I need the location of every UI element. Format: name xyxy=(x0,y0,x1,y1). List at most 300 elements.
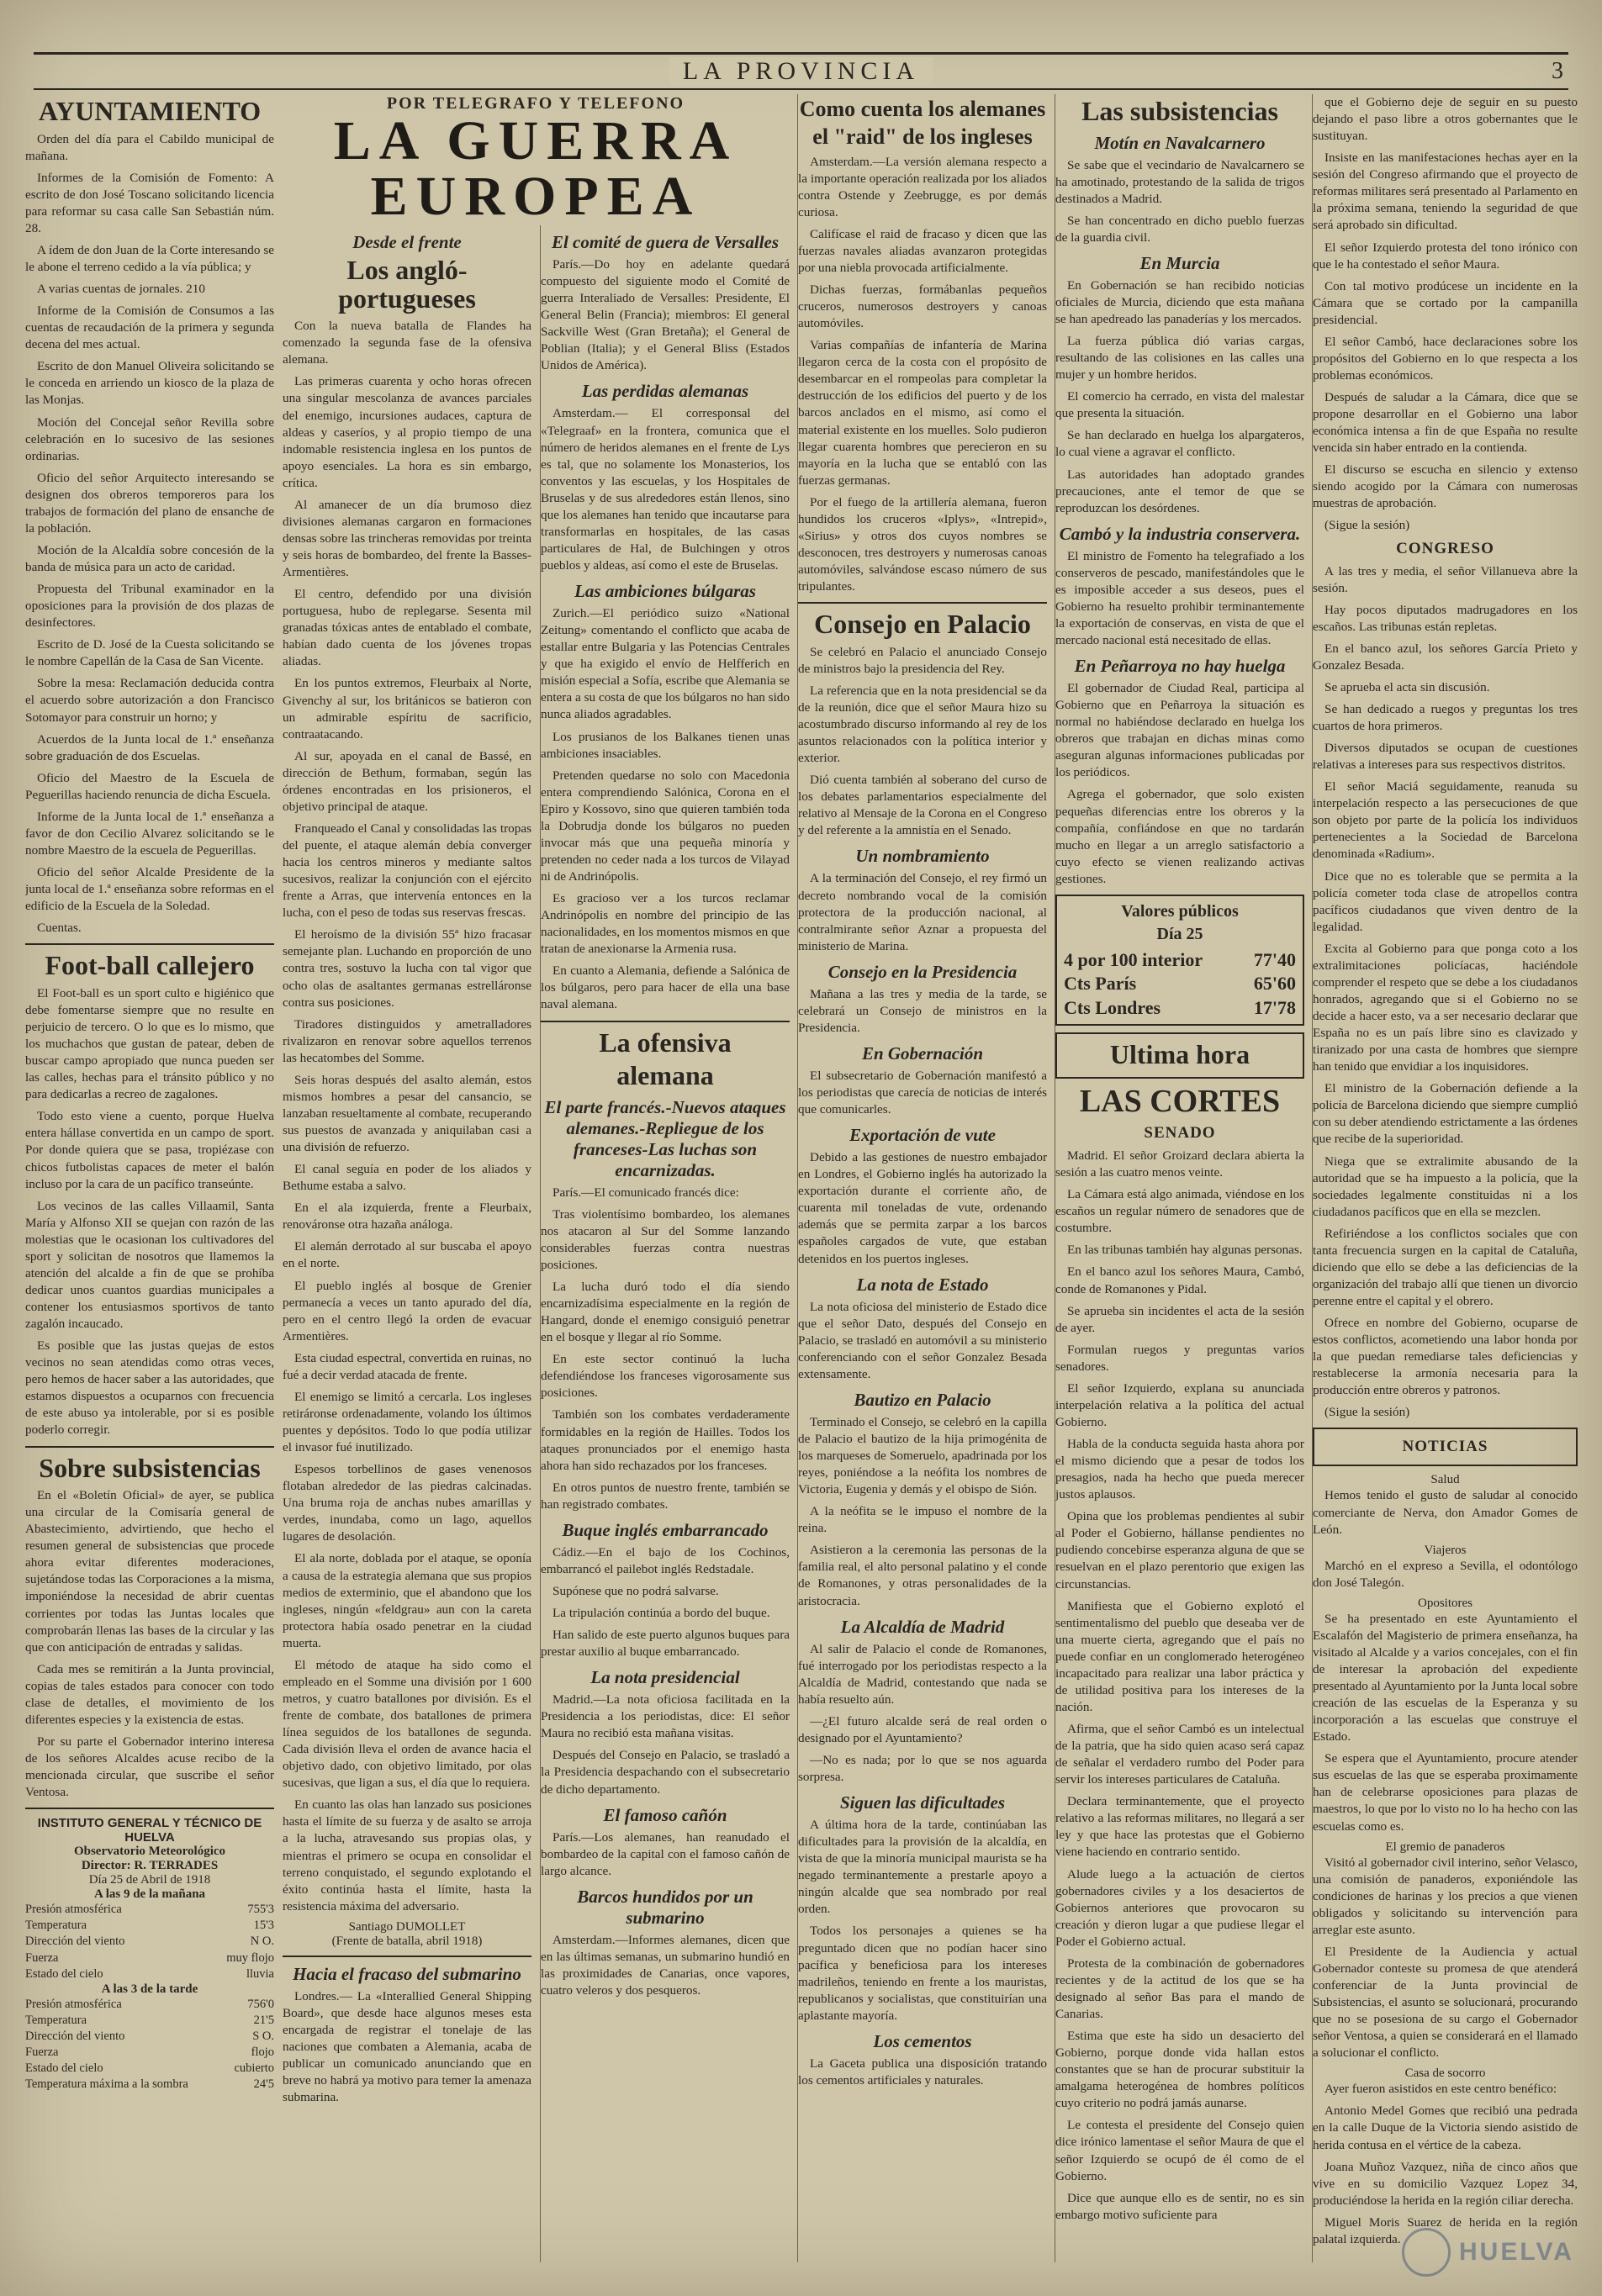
paragraph: Orden del día para el Cabildo municipal de mañana. xyxy=(25,131,274,163)
opositores-body xyxy=(1313,1611,1578,1835)
canon-body xyxy=(541,1829,790,1880)
paragraph: La tripulación continúa a bordo del buque. xyxy=(553,1606,770,1620)
congreso-body xyxy=(1313,563,1578,1422)
subsistencias-heading: Sobre subsistencias xyxy=(39,1452,261,1483)
paragraph: El gobernador de Ciudad Real, participa al Gobierno que en Peñarroya la situación es normal no habiéndose declarado en huelga los obreros que trabajan en dichas minas como aseguran algunas informaciones publicadas por los periódicos. xyxy=(1055,681,1304,780)
cementos-body xyxy=(798,2056,1047,2089)
divider xyxy=(25,943,274,945)
paragraph: El discurso se escucha en silencio y extenso siendo acogido por la Cámara con numerosas muestras de aprobación. xyxy=(1313,462,1578,511)
frente-subhead: Desde el frente xyxy=(352,232,462,252)
paragraph: Todo esto viene a cuento, porque Huelva entera hállase convertida en un campo de sport. Por donde quiera que se pasa, tropiézase con chicos futbolistas capaces de meter el balón incluso por la cara de un pacífico transeúnte. xyxy=(25,1109,274,1191)
paragraph: Franqueado el Canal y consolidadas las tropas del puente, el ataque alemán debía converger hacia los centros mineros y mediante saltos sucesivos, realizar la conjunción con el ejército frente a Arras, que intervenía entonces en la lucha, con el peso de todas sus reservas frescas. xyxy=(283,821,531,921)
valor-label: Cts Londres xyxy=(1064,997,1161,1019)
paragraph: El comercio ha cerrado, en vista del malestar que presenta la situación. xyxy=(1055,389,1304,421)
paragraph: A la neófita se le impuso el nombre de la reina. xyxy=(798,1504,1047,1536)
valor-value: 17'78 xyxy=(1253,997,1296,1019)
paragraph: Dichas fuerzas, formábanlas pequeños cruceros, numerosos destroyers y canoas automóviles. xyxy=(798,282,1047,331)
gobernacion-body xyxy=(798,1068,1047,1118)
paragraph: Al amanecer de un día brumoso diez divisiones alemanas cargaron en formaciones densas sobre las trincheras removidas por treinta y seis horas de bombardeo, del frente la Basses-Armentières. xyxy=(283,497,531,580)
football-heading: Foot-ball callejero xyxy=(45,950,255,981)
divider xyxy=(283,1956,531,1957)
observatory-label: Dirección del viento xyxy=(25,2029,125,2044)
paragraph: Tiradores distinguidos y ametralladores rivalizaron en renovar sobre aquellos terrenos las hecatombes del Somme. xyxy=(283,1016,531,1065)
observatory-row xyxy=(25,1966,274,1982)
column-2 xyxy=(283,225,531,2262)
valores-rows xyxy=(1064,948,1296,1021)
paragraph: Se ha presentado en este Ayuntamiento el Escalafón del Magisterio de primera enseñanza, ha visitado al Alcalde y a varios concejales, con el fin de interesar la aprobación del expediente presentado al Ayuntamiento por la Junta local sobre creación de las escuelas de la Esperanza y su incorporación a las escuelas que construye el Estado. xyxy=(1313,1611,1578,1744)
paragraph: Hay pocos diputados madrugadores en los escaños. Las tribunas están repletas. xyxy=(1313,602,1578,634)
paragraph: Al salir de Palacio el conde de Romanones, fué interrogado por los periodistas respecto a la Alcaldía de Madrid, contestando que nada se había resuelto aún. xyxy=(798,1641,1047,1707)
valores-title: Valores públicos xyxy=(1121,901,1239,921)
stamp-word: HUELVA xyxy=(1459,2238,1574,2266)
paragraph: El pueblo inglés al bosque de Grenier permanecía a veces un tanto apurado del día, pero en el centro llegó la orden de evacuar Armentières. xyxy=(283,1278,531,1343)
football-body xyxy=(25,985,274,1439)
paragraph: En el banco azul los señores Maura, Cambó, conde de Romanones y Pidal. xyxy=(1055,1264,1304,1296)
paragraph: Espesos torbellinos de gases venenosos flotaban alrededor de las piedras calcinadas. Una bruma roja de anchas nubes amarillas y verdes, inundaba, como un lago, aquellos lugares de desolación. xyxy=(283,1462,531,1544)
alcaldia-body xyxy=(798,1641,1047,1787)
observatory-label: Fuerza xyxy=(25,1950,59,1965)
observatory-label: Presión atmosférica xyxy=(25,1903,122,1917)
observatory-afternoon: A las 3 de la tarde xyxy=(101,1982,198,1996)
paragraph: Se aprueba sin incidentes el acta de la sesión de ayer. xyxy=(1055,1303,1304,1335)
paragraph: Londres.— La «Interallied General Shipping Board», que desde hace algunos meses esta encargada de registrar el tonelaje de las naciones que combaten a Alemania, acaba de publicar un comunicado anunciando que en breve no habrá ya motivo para temer la amenaza submarina. xyxy=(283,1988,531,2105)
paragraph: Las primeras cuarenta y ocho horas ofrecen una singular mescolanza de avances parciales del enemigo, incursiones audaces, captura de aldeas y caseríos, y al propio tiempo de una indomable resistencia inglesa en los puntos de apoyo esenciales. La hora es sin embargo, crítica. xyxy=(283,374,531,490)
observatory-row xyxy=(25,2045,274,2061)
observatory-row xyxy=(25,2029,274,2045)
paragraph: Refiriéndose a los conflictos sociales que con tanta frecuencia surgen en la capital de Cataluña, diciendo que ello se debe a las deficiencias de la organización del trabajo allí que tienen un divorcio perenne entre el capital y el obrero. xyxy=(1313,1226,1578,1308)
nota-body xyxy=(541,1692,790,1797)
paragraph: Cádiz.—En el bajo de los Cochinos, embarrancó el pailebot inglés Redstadale. xyxy=(541,1544,790,1576)
dificultades-heading: Siguen las dificultades xyxy=(839,1792,1006,1813)
paragraph: En este sector continuó la lucha defendiéndose los franceses vigorosamente sus posiciones. xyxy=(541,1352,790,1401)
paragraph: Niega que se extralimite abusando de la autoridad que se ha impuesto a la policía, que la sociedades legalmente constituidas ni a los ciudadanos pacíficos que en ella se mezclen. xyxy=(1313,1153,1578,1219)
paragraph: Agrega el gobernador, que solo existen pequeñas diferencias entre los obreros y la compañía, confiándose en que no tardarán mucho en llegar a un arreglo satisfactorio a cuyo efecto se vienen realizando activas gestiones. xyxy=(1055,787,1304,886)
observatory-rows-am xyxy=(25,1902,274,1982)
valores-box xyxy=(1055,895,1304,1026)
paragraph: Insiste en las manifestaciones hechas ayer en la sesión del Congreso afirmando que el proyecto de reformas militares será presentado al Parlamento en la próxima semana, teniendo la seguridad de que será aprobado sin dificultad. xyxy=(1313,150,1578,233)
paragraph: Amsterdam.—Informes alemanes, dicen que en las últimas semanas, un submarino hundió en las proximidades de Canarias, once vapores, cuatro veleros y dos pesqueros. xyxy=(541,1932,790,1998)
paragraph: Alude luego a la actuación de ciertos gobernadores civiles y a los desaciertos de Gobiernos anteriores que provocaron su creación y dieron lugar a que pudiese llegar el Poder el Gobierno actual. xyxy=(1055,1866,1304,1949)
paragraph: Las autoridades han adoptado grandes precauciones, ante el temor de que se reproduzcan los desórdenes. xyxy=(1055,467,1304,515)
paragraph: Todos los personajes a quienes se ha preguntado dicen que no podían hacer sino pacífica y beneficiosa para los intereses madrileños, teniendo en frente a los mauristas, republicanos y socialistas, que constituirían una aplastante mayoría. xyxy=(798,1924,1047,2023)
ofensiva-heading-2: alemana xyxy=(616,1060,714,1091)
paragraph: Se sabe que el vecindario de Navalcarnero se ha amotinado, protestando de la salida de trigos destinados a Madrid. xyxy=(1055,157,1304,206)
masthead-title: LA PROVINCIA xyxy=(669,57,933,86)
cortes-heading: LAS CORTES xyxy=(1079,1084,1281,1120)
observatory-institute: INSTITUTO GENERAL Y TÉCNICO DE HUELVA xyxy=(37,1816,262,1845)
cementos-heading: Los cementos xyxy=(873,2030,972,2051)
paragraph: El ministro de Fomento ha telegrafiado a los conserveros de pescado, manifestándoles que le es imposible acceder a sus deseos, pues el Gobierno ha resuelto prohibir terminantemente la exportación de conservas, en vista de que el mercado nacional está necesitado de ellas. xyxy=(1055,548,1304,648)
guerra-title-2: EUROPEA xyxy=(370,166,701,227)
observatory-label: Dirección del viento xyxy=(25,1934,125,1949)
paragraph: Es posible que las justas quejas de estos vecinos no sean atendidas como otras veces, pero hemos de hacer saber a las autoridades, que estamos dispuestos a ocuparnos con frecuencia de este abuso ya intolerable, por si es posible poderlo corregir. xyxy=(25,1338,274,1438)
observatory-morning: A las 9 de la mañana xyxy=(93,1887,206,1902)
estado-heading: La nota de Estado xyxy=(856,1274,989,1295)
senado-continued xyxy=(1313,94,1578,535)
paragraph: La nota oficiosa del ministerio de Estado dice que el señor Dato, después del Consejo en Palacio, se trasladó en automóvil a su ministerio conferenciando con el señor Gonzalez Besada extensamente. xyxy=(798,1299,1047,1381)
paragraph: El señor Izquierdo, explana su anunciada interpelación relativa a la política del actual Gobierno. xyxy=(1055,1380,1304,1429)
observatory-value: 15'3 xyxy=(253,1919,274,1933)
paragraph: Joana Muñoz Vazquez, niña de cinco años que vive en su domicilio Vazquez Lopez 34, produciéndose la herida en la región ciliar derecha. xyxy=(1313,2159,1578,2208)
paragraph: El señor Cambó, hace declaraciones sobre los propósitos del Gobierno en lo que respecta a los problemas económicos. xyxy=(1313,334,1578,383)
observatory-label: Estado del cielo xyxy=(25,1966,103,1981)
paragraph: Estima que este ha sido un desacierto del Gobierno, porque donde vida hallan estos constantes que se han de procurar substituir la amalgama heterogénea de hombres políticos cuyo criterio no podrá jamás aunarse. xyxy=(1055,2029,1304,2111)
paragraph: Madrid.—La nota oficiosa facilitada en la Presidencia a los periodistas, dice: El señor Maura no recibió esta mañana visitas. xyxy=(541,1692,790,1741)
ultima-hora: Ultima hora xyxy=(1109,1038,1250,1069)
column-4 xyxy=(797,94,1047,2262)
salud-heading: Salud xyxy=(1430,1473,1460,1487)
paragraph: Los vecinos de las calles Villaamil, Santa María y Alfonso XII se quejan con razón de las molestias que le ocasionan los cultivadores del sport y solicitan de nosotros que llamemos la atención del alcalde a fin de que se prohíba dedicar unos cuantos guardias municipales a contener los entusiasmos sportivos de tanto zagalón incaucado. xyxy=(25,1198,274,1332)
paragraph: El centro, defendido por una división portuguesa, hubo de replegarse. Sesenta mil granadas tóxicas antes de entablado el combate, habían dado cuenta de los jóvenes tropas aliadas. xyxy=(283,587,531,669)
paragraph: Asistieron a la ceremonia las personas de la familia real, el alto personal palatino y el conde de Romanones, y otras personalidades de la aristocracia. xyxy=(798,1543,1047,1608)
observatory-row xyxy=(25,1918,274,1934)
divider xyxy=(541,1021,790,1022)
page-number: 3 xyxy=(1552,58,1563,84)
observatory-row xyxy=(25,1950,274,1966)
paragraph: El Presidente de la Audiencia y actual Gobernador conteste su promesa de que atenderá conferenciar de la Junta provincial de Subsistencias, el asunto se solucionará, procurando que no se posesiona de su cargo el Gobernador señor Ventosa, a quien se considerará en el llamado a solucionar el conflicto. xyxy=(1313,1944,1578,2061)
paragraph: Tras violentísimo bombardeo, los alemanes nos atacaron al Sur del Somme lanzando considerables fuerzas contra nuestras posiciones. xyxy=(541,1206,790,1272)
paragraph: Ayer fueron asistidos en este centro benéfico: xyxy=(1324,2082,1557,2097)
observatory-row xyxy=(25,1902,274,1918)
paragraph: Informe de la Comisión de Consumos a las cuentas de recaudación de la primera y segunda decena del mes actual. xyxy=(25,303,274,352)
archive-stamp xyxy=(1402,2225,1578,2279)
observatory-value: muy flojo xyxy=(226,1950,274,1965)
paragraph: Con tal motivo prodúcese un incidente en la Cámara que se cortado por la campanilla presidencial. xyxy=(1313,278,1578,327)
senado-body xyxy=(1055,1148,1304,2224)
paragraph: Opina que los problemas pendientes al subir al Poder el Gobierno, hállanse pendientes no pudiendo concebirse esperanza alguna de que se resuelvan en el plazo perentorio que exigen las circunstancias. xyxy=(1055,1509,1304,1591)
paragraph: En las tribunas también hay algunas personas. xyxy=(1067,1243,1303,1258)
paragraph: Afirma, que el señor Cambó es un intelectual de la patria, que ha sido quien acaso será capaz de señalar el verdadero rumbo del Poder para servir los intereses particulares de Cataluña. xyxy=(1055,1722,1304,1787)
paragraph: La fuerza pública dió varias cargas, resultando de las colisiones en las calles una mujer y un hombre heridos. xyxy=(1055,334,1304,383)
paragraph: En Gobernación se han recibido noticias oficiales de Murcia, diciendo que esta mañana se han apedreado las panaderías y los mercados. xyxy=(1055,277,1304,327)
paragraph: El señor Maciá seguidamente, reanuda su interpelación respecto a las persecuciones de que son objeto por parte de la policía los individuos pertenecientes a la Sociedad de Barcelona denominada «Radium». xyxy=(1313,779,1578,862)
gobernacion-heading: En Gobernación xyxy=(861,1042,984,1064)
observatory-value: 755'3 xyxy=(247,1903,274,1917)
paragraph: Formulan ruegos y preguntas varios senadores. xyxy=(1055,1342,1304,1374)
paragraph: A varias cuentas de jornales. 210 xyxy=(37,282,205,297)
panaderos-body xyxy=(1313,1855,1578,2062)
masthead xyxy=(34,52,1568,90)
divider xyxy=(798,602,1047,604)
valor-label: 4 por 100 interior xyxy=(1064,948,1203,970)
paragraph: Habla de la conducta seguida hasta ahora por el mismo diciendo que a pesar de todos los presagios, nada ha hecho que pueda merecer justos aplausos. xyxy=(1055,1437,1304,1502)
paragraph: Excita al Gobierno para que ponga coto a los extralimitaciones policíacas, haciéndole comprender el respeto que se debe a los ciudadanos honrados, agregando que si el Gobierno no se decide a hacer esto, va a ser necesario declarar que España no es un país libre sino es clavizado y tiranizado por una casta de hombres que siempre han tenido que envidiar a los inquisidores. xyxy=(1313,941,1578,1074)
valor-row xyxy=(1064,948,1296,973)
raid-heading-1: Como cuenta los alemanes xyxy=(799,97,1046,121)
paragraph: Por el fuego de la artillería alemana, fueron hundidos los cruceros «Iplys», «Intrepid», «Sirius» y otros dos cuyos nombres se desconocen, tres destroyers y numerosas canoas automóviles, salvándose escaso número de sus tripulantes. xyxy=(798,494,1047,594)
paragraph: El ala norte, doblada por el ataque, se oponía a causa de la estrategia alemana que sus propios medios de exterminio, que el abandono que los ingleses, ningún «feldgrau» aun con la careta protectora había osado penetrar en la ciudad muerta. xyxy=(283,1551,531,1650)
paragraph: Oficio del Maestro de la Escuela de Peguerillas haciendo renuncia de dicha Escuela. xyxy=(25,770,274,802)
paragraph: Debido a las gestiones de nuestro embajador en Londres, el Gobierno inglés ha autorizado la exportación durante el corriente año, de cuarenta mil toneladas de vute, ordenando además que se permita zarpar a los barcos españoles cargados de vute, que estaban detenidos en los puertos ingleses. xyxy=(798,1150,1047,1266)
paragraph: Se espera que el Ayuntamiento, procure atender sus escuelas de las que se esperaba proximamente han de celebrarse oposiciones para plazas de maestros, lo que por lo visto no lo ha hecho con las escuelas como es. xyxy=(1313,1751,1578,1834)
paragraph: Acuerdos de la Junta local de 1.ª enseñanza sobre graduación de dos Escuelas. xyxy=(25,731,274,763)
signature: Santiago DUMOLLET xyxy=(348,1919,466,1934)
paragraph: El enemigo se limitó a cercarla. Los ingleses retiráronse ordenadamente, volando los últimos puentes y depósitos. Todo lo que podía utilizar el invasor fué inutilizado. xyxy=(283,1389,531,1455)
nota-heading: La nota presidencial xyxy=(590,1667,740,1688)
barcos-heading: Barcos hundidos por un submarino xyxy=(577,1886,753,1928)
observatory-value: 756'0 xyxy=(247,1997,274,2011)
paragraph: Diversos diputados se ocupan de cuestiones relativas a intereses para sus respectivos distritos. xyxy=(1313,741,1578,773)
column-1 xyxy=(25,94,274,2262)
comite-heading: El comité de guera de Versalles xyxy=(551,232,780,252)
canon-heading: El famoso cañón xyxy=(603,1804,727,1825)
paragraph: El Foot-ball es un sport culto e higiénico que debe fomentarse siempre que no resulte en perjuicio de tercero. O lo que es lo mismo, que los muchachos que gustan de patear, deben de buscar campo apropiado que nunca pueden ser las calles, hechas para el tránsito público y no para dedicarlas a recreo de zagalones. xyxy=(25,985,274,1102)
paragraph: (Sigue la sesión) xyxy=(1324,1405,1410,1420)
observatory-director: Director: R. TERRADES xyxy=(81,1859,219,1873)
murcia-body xyxy=(1055,277,1304,517)
guerra-title-1: LA GUERRA xyxy=(333,110,738,172)
guerra-banner xyxy=(283,94,789,227)
bulgaras-body xyxy=(541,605,790,1013)
observatory-label: Temperatura xyxy=(25,1919,87,1933)
fracaso-heading: Hacia el fracaso del submarino xyxy=(293,1963,521,1984)
paragraph: En cuanto a Alemania, defiende a Salónica de los búlgaros, pero para hacer de ella una base naval alemana. xyxy=(541,963,790,1012)
bautizo-heading: Bautizo en Palacio xyxy=(854,1389,991,1410)
anglo-heading: Los angló-portugueses xyxy=(338,255,476,314)
valor-value: 65'60 xyxy=(1253,973,1296,995)
divider xyxy=(25,1808,274,1809)
paragraph: Antonio Medel Gomes que recibió una pedrada en la calle Duque de la Victoria siendo asistido de herida contusa en el vértice de la cabeza. xyxy=(1313,2103,1578,2152)
paragraph: Hemos tenido el gusto de saludar al conocido comerciante de Nerva, don Amador Gomes de León. xyxy=(1313,1488,1578,1537)
paragraph: Después de saludar a la Cámara, dice que se propone desarrollar en el Gobierno una labor económica intensa a fin de que España no resulte vencida sin haber entrado en la contienda. xyxy=(1313,390,1578,456)
paragraph: Madrid. El señor Groizard declara abierta la sesión a las cuatro menos veinte. xyxy=(1055,1148,1304,1180)
noticias-heading: NOTICIAS xyxy=(1402,1438,1488,1456)
paragraph: El ministro de la Gobernación defiende a la policía de Barcelona diciendo que siempre cumplió con su deber atendiendo estrictamente a las órdenes que recibe de la superioridad. xyxy=(1313,1081,1578,1147)
cambo-body xyxy=(1055,548,1304,649)
paragraph: Escrito de D. José de la Cuesta solicitando se le nombre Capellán de la Casa de San Vicente. xyxy=(25,637,274,669)
observatory-label: Temperatura xyxy=(25,2013,87,2027)
signature-place: (Frente de batalla, abril 1918) xyxy=(331,1934,483,1948)
paragraph: Se aprueba el acta sin discusión. xyxy=(1324,679,1490,694)
paragraph: El subsecretario de Gobernación manifestó a los periodistas que carecía de noticias de interés que comunicarles. xyxy=(798,1068,1047,1117)
raid-heading-2: el "raid" de los ingleses xyxy=(812,124,1033,150)
paragraph: Dice que no es tolerable que se permita a la policía cometer toda clase de atropellos contra pacíficos ciudadanos que viven dentro de la legalidad. xyxy=(1313,868,1578,934)
viajeros-body xyxy=(1313,1558,1578,1591)
anglo-body xyxy=(283,318,531,1915)
paragraph: El método de ataque ha sido como el empleado en el Somme una división por 1 600 metros, y cuatro batallones por división. Es el frente de combate, dos batallones de primera línea seguidos de los batallones de segunda. Cada división lleva el orden de avance hacia el objetivo dado, con objetivo limitado, por olas sucesivas, que ligan a sus, el día que lo requiera. xyxy=(283,1657,531,1791)
paragraph: Marchó en el expreso a Sevilla, el odontólogo don José Talegón. xyxy=(1313,1558,1578,1590)
paragraph: —¿El futuro alcalde será de real orden o designado por el Ayuntamiento? xyxy=(798,1713,1047,1745)
ayuntamiento-body xyxy=(25,131,274,937)
paragraph: Se han dedicado a ruegos y preguntas los tres cuartos de hora primeros. xyxy=(1313,701,1578,733)
paragraph: Zurich.—El periódico suizo «National Zeitung» comentando el conflicto que acaba de estallar entre Bulgaria y las Potencias Centrales y que ha exigido el envío de Helfferich en misión especial a Sofía, escribe que Alemania se entera a su costa de que los búlgaros no han sido nunca aliados agradables. xyxy=(541,606,790,722)
murcia-heading: En Murcia xyxy=(1139,252,1220,273)
paragraph: París.—Los alemanes, han reanudado el bombardeo de la capital con el famoso cañón de largo alcance. xyxy=(541,1829,790,1878)
ofensiva-subhead: El parte francés.-Nuevos ataques alemanes.-Repliegue de los franceses-Las luchas son encarnizadas. xyxy=(544,1096,786,1180)
paragraph: Cada mes se remitirán a la Junta provincial, copias de tales estados para conocer con todo clase de detalles, el movimiento de los diferentes especies y la existencia de estas. xyxy=(25,1661,274,1727)
paragraph: Protesta de la combinación de gobernadores recientes y de la actitud de los que se ha designado al señor Bas para el mando de Canarias. xyxy=(1055,1956,1304,2022)
observatory-row xyxy=(25,2077,274,2093)
observatory-value: lluvia xyxy=(246,1966,274,1981)
consejo-body xyxy=(798,644,1047,840)
paragraph: El heroísmo de la división 55ª hizo fracasar semejante plan. Luchando en proporción de uno contra tres, sostuvo la lucha con tal vigor que ocho olas de asaltantes germanas estrelláronse contra sus posiciones. xyxy=(283,927,531,1010)
observatory-label: Fuerza xyxy=(25,2045,59,2060)
senado-heading: SENADO xyxy=(1144,1124,1216,1143)
nombramiento-heading: Un nombramiento xyxy=(855,846,990,867)
paragraph: Moción de la Alcaldía sobre concesión de la banda de música para un acto de caridad. xyxy=(25,542,274,575)
paragraph: (Sigue la sesión) xyxy=(1324,518,1410,533)
observatory-row xyxy=(25,2061,274,2077)
paragraph: El alemán derrotado al sur buscaba el apoyo en el norte. xyxy=(283,1239,531,1271)
dificultades-body xyxy=(798,1817,1047,2024)
paragraph: Esta ciudad espectral, convertida en ruinas, no fué a decir verdad atacada de frente. xyxy=(283,1350,531,1382)
paragraph: Escrito de don Manuel Oliveira solicitando se le conceda en arriendo un kiosco de la plaza de las Monjas. xyxy=(25,359,274,408)
paragraph: Amsterdam.— El corresponsal del «Telegraaf» en la frontera, comunica que el número de heridos alemanes en el frente de Lys es tal, que no solamente los Monasterios, los conventos y las escuelas, y los Hospitales de Bruselas y de sus alrededores están llenos, sino que los alemanes han tenido que incautarse para transformarlas en hospitales, de las casas particulares de Hal, de Bulchingen y otros pueblos y aldeas, así como el este de Bruselas. xyxy=(541,406,790,573)
paragraph: En los puntos extremos, Fleurbaix al Norte, Givenchy al sur, los británicos se batieron con un admirable espíritu de sacrificio, contraatacando. xyxy=(283,676,531,742)
paragraph: Dice que aunque ello es de sentir, no es sin embargo motivo suficiente para xyxy=(1055,2190,1304,2222)
vute-body xyxy=(798,1149,1047,1267)
paragraph: París.—El comunicado francés dice: xyxy=(553,1185,739,1200)
paragraph: París.—Do hoy en adelante quedará compuesto del siguiente modo el Comité de guerra Interaliado de Versalles: Presidente, El General Belin (Francia); miembros: El general Sackville West (Gran Bretaña); el General de Poblian (Italia); y el General Bliss (Estados Unidos de América). xyxy=(541,257,790,373)
penarroya-heading: En Peñarroya no hay huelga xyxy=(1074,656,1286,677)
subsistencias-main-heading: Las subsistencias xyxy=(1081,96,1278,126)
buque-body xyxy=(541,1544,790,1660)
paragraph: En el ala izquierda, frente a Fleurbaix, renováronse otra hazaña análoga. xyxy=(283,1201,531,1232)
comite-body xyxy=(541,256,790,374)
seal-icon xyxy=(1402,2228,1451,2277)
paragraph: Terminado el Consejo, se celebró en la capilla de Palacio el bautizo de la hija primogénita de los marqueses de Someruelo, apadrinada por los reyes, poniéndose a la neófita los nombres de Victoria, Eugenia y demás y el obispo de Sión. xyxy=(798,1414,1047,1497)
presidencia-body xyxy=(798,986,1047,1037)
guerra-kicker: POR TELEGRAFO Y TELEFONO xyxy=(386,94,685,113)
valor-row xyxy=(1064,996,1296,1021)
paragraph: Al sur, apoyada en el canal de Bassé, en dirección de Bethum, formaban, según las órdenes encontradas en los prisioneros, el objetivo principal de ataque. xyxy=(283,748,531,814)
subsistencias-body xyxy=(25,1487,274,1801)
ultima-hora-box xyxy=(1055,1032,1304,1079)
paragraph: Le contesta el presidente del Consejo quien dice irónico lamentase el señor Maura de que el señor Izquierdo se ocupó de él como de el Gobierno. xyxy=(1055,2118,1304,2183)
penarroya-body xyxy=(1055,680,1304,888)
ofensiva-body xyxy=(541,1185,790,1513)
fracaso-body xyxy=(283,1988,531,2106)
paragraph: que el Gobierno deje de seguir en su puesto dejando el paso libre a otros gobernantes que le sustituyan. xyxy=(1313,95,1578,144)
perdidas-body xyxy=(541,405,790,574)
paragraph: A ídem de don Juan de la Corte interesando se le abone el terreno cedido a la vía pública; y xyxy=(25,242,274,275)
observatory-value: 21'5 xyxy=(253,2013,274,2027)
paragraph: Moción del Concejal señor Revilla sobre celebración en lo sucesivo de las sesiones ordinarias. xyxy=(25,414,274,463)
perdidas-heading: Las perdidas alemanas xyxy=(581,381,749,402)
observatory-title: Observatorio Meteorológico xyxy=(73,1845,226,1859)
paragraph: Es gracioso ver a los turcos reclamar Andrinópolis en nombre del principio de las nacionalidades, en los momentos mismos en que tratan de anexionarse la Armenia rusa. xyxy=(541,891,790,957)
paragraph: La Cámara está algo animada, viéndose en los escaños un regular número de senadores que de costumbre. xyxy=(1055,1187,1304,1236)
paragraph: Seis horas después del asalto alemán, estos mismos hombres a pesar del cansancio, se lanzaban resueltamente al combate, recuperando sus puestos de avanzada y aniquilaban casi a una división de refuerzo. xyxy=(283,1072,531,1155)
valores-date: Día 25 xyxy=(1156,924,1203,943)
ofensiva-heading-1: La ofensiva xyxy=(599,1027,732,1058)
consejo-heading: Consejo en Palacio xyxy=(814,609,1031,640)
motin-heading: Motín en Navalcarnero xyxy=(1094,132,1266,153)
valor-label: Cts París xyxy=(1064,973,1137,995)
paragraph: Oficio del señor Arquitecto interesando se designen dos obreros temporeros para los trabajos de formación del plano de ensanche de la población. xyxy=(25,470,274,536)
panaderos-heading: El gremio de panaderos xyxy=(1385,1839,1505,1854)
valor-value: 77'40 xyxy=(1253,948,1296,970)
paragraph: Sobre la mesa: Reclamación deducida contra el acuerdo sobre autorización a don Francisco Sotomayor para construir un horno; y xyxy=(25,676,274,725)
presidencia-heading: Consejo en la Presidencia xyxy=(827,961,1018,982)
paragraph: Han salido de este puerto algunos buques para prestar auxilio al buque embarrancado. xyxy=(541,1628,790,1660)
paragraph: Oficio del señor Alcalde Presidente de la junta local de 1.ª enseñanza sobre reformas en el edificio de la Escuela de la Soledad. xyxy=(25,865,274,914)
paragraph: El señor Izquierdo protesta del tono irónico con que le ha contestado el señor Maura. xyxy=(1313,240,1578,272)
paragraph: Declara terminantemente, que el proyecto relativo a las reformas militares, no llegará a ser ley y que hace las protestas que el Gobierno viene haciendo en contrario sentido. xyxy=(1055,1794,1304,1860)
paragraph: En el banco azul, los señores García Prieto y Gonzalez Besada. xyxy=(1313,641,1578,673)
paragraph: A las tres y media, el señor Villanueva abre la sesión. xyxy=(1313,563,1578,595)
paragraph: Los prusianos de los Balkanes tienen unas ambiciones insaciables. xyxy=(541,729,790,761)
paragraph: La lucha duró todo el día siendo encarnizadísima especialmente en la región de Hangard, donde el enemigo consiguió penetrar en el bosque y llegar al río Somme. xyxy=(541,1280,790,1345)
paragraph: Califícase el raid de fracaso y dicen que las fuerzas navales aliadas avanzaron protegidas por una niebla provocada artificialmente. xyxy=(798,226,1047,275)
observatory-label: Temperatura máxima a la sombra xyxy=(25,2077,188,2092)
paragraph: Supónese que no podrá salvarse. xyxy=(553,1583,719,1598)
observatory-row xyxy=(25,2013,274,2029)
paragraph: A última hora de la tarde, continúaban las dificultades para la provisión de la alcaldía, en vista de que la minoría municipal maurista se ha negado terminantemente a prestarle apoyo a ningún alcalde que sea nombrado por real orden. xyxy=(798,1818,1047,1917)
observatory-rows-pm xyxy=(25,1997,274,2093)
vute-heading: Exportación de vute xyxy=(849,1125,996,1146)
observatory-row xyxy=(25,1934,274,1950)
paragraph: Cuentas. xyxy=(37,921,82,936)
observatory-value: N O. xyxy=(250,1934,274,1949)
observatory-row xyxy=(25,1997,274,2013)
barcos-body xyxy=(541,1932,790,1999)
paragraph: Con la nueva batalla de Flandes ha comenzado la segunda fase de la ofensiva alemana. xyxy=(283,319,531,367)
paragraph: Pretenden quedarse no solo con Macedonia entera comprendiendo Salónica, Corona en el Epiro y Kossovo, sino que quieren también toda la Dobrudja donde los búlgaros no pueden invocar más que una pequeña minoría y pretenden no ceder nada a los turcos de Vilayad ni de Andrinópolis. xyxy=(541,768,790,884)
paragraph: Se han concentrado en dicho pueblo fuerzas de la guardia civil. xyxy=(1055,213,1304,245)
paragraph: El canal seguía en poder de los aliados y Bethume estaba a salvo. xyxy=(283,1162,531,1194)
nombramiento-body xyxy=(798,870,1047,954)
paragraph: Informes de la Comisión de Fomento: A escrito de don José Toscano solicitando licencia para reformar su casa calle San Sebastián núm. 28. xyxy=(25,170,274,235)
paragraph: A la terminación del Consejo, el rey firmó un decreto nombrando vocal de la comisión protectora de la producción nacional, al contralmirante señor Aznar a propuesta del ministerio de Marina. xyxy=(798,871,1047,953)
ayuntamiento-heading: AYUNTAMIENTO xyxy=(38,96,262,126)
paragraph: Miguel Moris Suarez de herida en la región palatal izquierda. xyxy=(1313,2214,1578,2246)
observatory-value: flojo xyxy=(251,2045,274,2060)
buque-heading: Buque inglés embarrancado xyxy=(562,1519,769,1540)
paragraph: Se han declarado en huelga los alpargateros, lo cual viene a agravar el conflicto. xyxy=(1055,428,1304,460)
valor-row xyxy=(1064,972,1296,996)
paragraph: Visitó al gobernador civil interino, señor Velasco, una comisión de panaderos, exponiéndole las condiciones de harinas y los precios a que vienen obligados y solicitando su intervención para arreglar este asunto. xyxy=(1313,1855,1578,1937)
column-3 xyxy=(540,225,790,2262)
paragraph: —No es nada; por lo que se nos aguarda sorpresa. xyxy=(798,1752,1047,1784)
observatory-value: 24'5 xyxy=(253,2077,274,2092)
paragraph: En otros puntos de nuestro frente, también se han registrado combates. xyxy=(541,1480,790,1512)
motin-body xyxy=(1055,157,1304,246)
viajeros-heading: Viajeros xyxy=(1424,1543,1467,1557)
paragraph: Manifiesta que el Gobierno explotó el sentimentalismo del pueblo que deseaba ver de una muerte cierta, agregando que el país no puede confiar en un conglomerado heterogéneo incapacitado para realizar una labor práctica y de utilidad positiva para los intereses de la nación. xyxy=(1055,1598,1304,1714)
column-6 xyxy=(1312,94,1578,2262)
column-5 xyxy=(1055,94,1304,2262)
observatory-label: Presión atmosférica xyxy=(25,1997,122,2011)
opositores-heading: Opositores xyxy=(1418,1596,1472,1610)
paragraph: Informe de la Junta local de 1.ª enseñanza a favor de don Cecilio Alvarez solicitando se le nombre Maestro de la escuela de Peguerillas. xyxy=(25,809,274,858)
estado-body xyxy=(798,1299,1047,1383)
paragraph: Amsterdam.—La versión alemana respecto a la importante operación realizada por los aliados contra Ostende y Zeebrugge, es por demás curiosa. xyxy=(798,154,1047,219)
paragraph: La referencia que en la nota presidencial se da de la reunión, dice que el señor Maura hizo su acostumbrado discurso informando al rey de los asuntos relacionados con la política interior y exterior. xyxy=(798,683,1047,766)
observatory-value: cubierto xyxy=(234,2061,274,2076)
paragraph: Varias compañías de infantería de Marina llegaron cerca de la costa con el propósito de desembarcar en el rompeolas para completar la destrucción de los edificios del puerto y de los barcos anclados en el mismo, así como el material existente en los muelles. Solo pudieron llegar cuarenta hombres que perecieron en su mayoría en la lucha que se entabló con las fuerzas germanas. xyxy=(798,338,1047,488)
bulgaras-heading: Las ambiciones búlgaras xyxy=(574,581,756,602)
paragraph: Después del Consejo en Palacio, se trasladó a la Presidencia despachando con el subsecretario de dicho departamento. xyxy=(541,1748,790,1797)
observatory-date: Día 25 de Abril de 1918 xyxy=(88,1873,211,1887)
noticias-box xyxy=(1313,1428,1578,1466)
paragraph: Ofrece en nombre del Gobierno, ocuparse de estos conflictos, acometiendo una labor honda por la que puedan remediarse tales deficiencias y restablecerse la armonía necesaria para la producción entre obreros y patronos. xyxy=(1313,1316,1578,1398)
paragraph: En cuanto las olas han lanzado sus posiciones hasta el límite de su fuerza y de asalto se arroja a la lucha, atravesando sus propias olas, y mientras el primero se ocupa en consolidar el terreno conquistado, el segundo explotando el éxito continúa hasta el límite, hasta la resistencia máxima del adversario. xyxy=(283,1797,531,1913)
socorro-heading: Casa de socorro xyxy=(1404,2066,1486,2081)
paragraph: Por su parte el Gobernador interino interesa de los señores Alcaldes acuse recibo de la mencionada circular, que suscribe el señor Ventosa. xyxy=(25,1734,274,1800)
socorro-body xyxy=(1313,2081,1578,2248)
paragraph: En el «Boletín Oficial» de ayer, se publica una circular de la Comisaría general de Abastecimiento, advirtiendo, que hecho el resumen general de subsistencias que procede ahora evitar diferentes moderaciones, sujetándose todas las Corporaciones a la misma, imponiéndose la necesidad de abrir cuentas corrientes por todas las Juntas locales que comprobarán llenas las bases de la circular y las que con anticipación de entradas y salidas. xyxy=(25,1488,274,1655)
observatory-value: S O. xyxy=(252,2029,274,2044)
paragraph: Propuesta del Tribunal examinador en la oposiciones para la provisión de dos plazas de desinfectores. xyxy=(25,582,274,631)
paragraph: Mañana a las tres y media de la tarde, se celebrará un Consejo de ministros en la Presidencia. xyxy=(798,986,1047,1035)
congreso-heading: CONGRESO xyxy=(1396,539,1494,557)
cambo-heading: Cambó y la industria conservera. xyxy=(1059,523,1301,544)
observatory-label: Estado del cielo xyxy=(25,2061,103,2076)
paragraph: También son los combates verdaderamente formidables en la región de Hailles. Todos los ataques pronunciados por el enemigo hasta ahora han sido rechazados por los franceses. xyxy=(541,1407,790,1473)
paragraph: Se celebró en Palacio el anunciado Consejo de ministros bajo la presidencia del Rey. xyxy=(798,644,1047,676)
paragraph: La Gaceta publica una disposición tratando los cementos artificiales y naturales. xyxy=(798,2056,1047,2088)
